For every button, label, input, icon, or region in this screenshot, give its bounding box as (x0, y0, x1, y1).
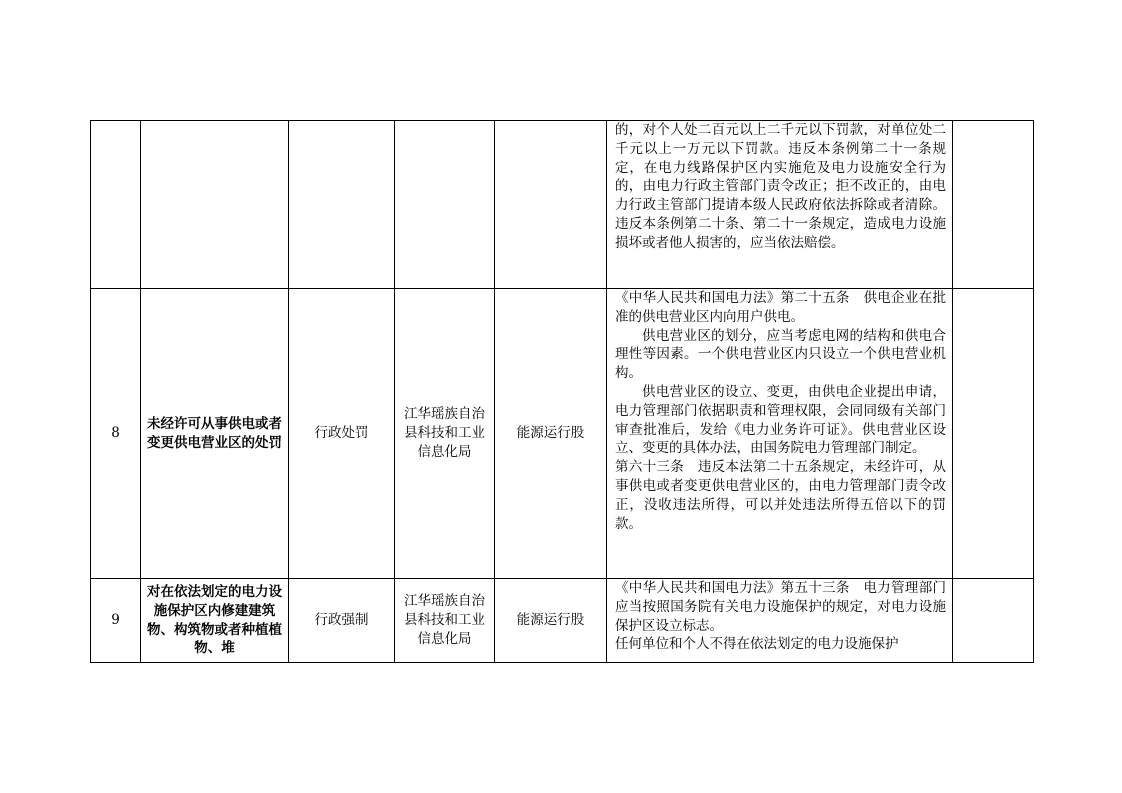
row-number: 9 (91, 579, 141, 663)
legal-basis-paragraph: 《中华人民共和国电力法》第二十五条 供电企业在批准的供电营业区内向用户供电。 (615, 290, 946, 325)
item-name: 未经许可从事供电或者变更供电营业区的处罚 (141, 289, 289, 579)
legal-basis-paragraph: 第六十三条 违反本法第二十五条规定，未经许可，从事供电或者变更供电营业区的，由电力管理部门责令改正，没收违法所得，可以并处违法所得五倍以下的罚款。 (615, 459, 946, 532)
enforcement-type: 行政处罚 (289, 289, 395, 579)
legal-basis (607, 121, 953, 289)
legal-basis (607, 289, 953, 579)
legal-basis-paragraph: 任何单位和个人不得在依法划定的电力设施保护 (615, 636, 899, 653)
legal-basis-paragraph: 供电营业区的划分，应当考虑电网的结构和供电合理性等因素。一个供电营业区内只设立一个供电营业机构。 (615, 327, 946, 382)
item-name: 对在依法划定的电力设施保护区内修建建筑物、构筑物或者种植植物、堆 (141, 579, 289, 663)
row-number: 8 (91, 289, 141, 579)
department (395, 121, 495, 289)
responsible-unit (495, 121, 607, 289)
department: 江华瑶族自治县科技和工业信息化局 (395, 289, 495, 579)
enforcement-type (289, 121, 395, 289)
remark (953, 289, 1034, 579)
remark (953, 579, 1034, 663)
department: 江华瑶族自治县科技和工业信息化局 (395, 579, 495, 663)
row-number (91, 121, 141, 289)
legal-basis-paragraph: 的，对个人处二百元以上二千元以下罚款，对单位处二千元以上一万元以下罚款。违反本条例第二十一条规定，在电力线路保护区内实施危及电力设施安全行为的，由电力行政主管部门责令改正；拒不改正的，由电力行政主管部门提请本级人民政府依法拆除或者清除。违反本条例第二十条、第二十一条规定，造成电力设施损坏或者他人损害的，应当依法赔偿。 (615, 122, 946, 251)
legal-basis-paragraph: 供电营业区的设立、变更，由供电企业提出申请，电力管理部门依据职责和管理权限，会同同级有关部门审查批准后，发给《电力业务许可证》。供电营业区设立、变更的具体办法，由国务院电力管理部门制定。 (615, 383, 946, 457)
responsible-unit: 能源运行股 (495, 579, 607, 663)
item-name (141, 121, 289, 289)
power-enforcement-table (90, 120, 1034, 663)
table-row-continued (91, 121, 1034, 289)
responsible-unit: 能源运行股 (495, 289, 607, 579)
legal-basis (607, 579, 953, 663)
enforcement-type: 行政强制 (289, 579, 395, 663)
table-row-item-9 (91, 579, 1034, 663)
table-row-item-8 (91, 289, 1034, 579)
remark (953, 121, 1034, 289)
legal-basis-paragraph: 《中华人民共和国电力法》第五十三条 电力管理部门应当按照国务院有关电力设施保护的规定，对电力设施保护区设立标志。 (615, 580, 946, 634)
